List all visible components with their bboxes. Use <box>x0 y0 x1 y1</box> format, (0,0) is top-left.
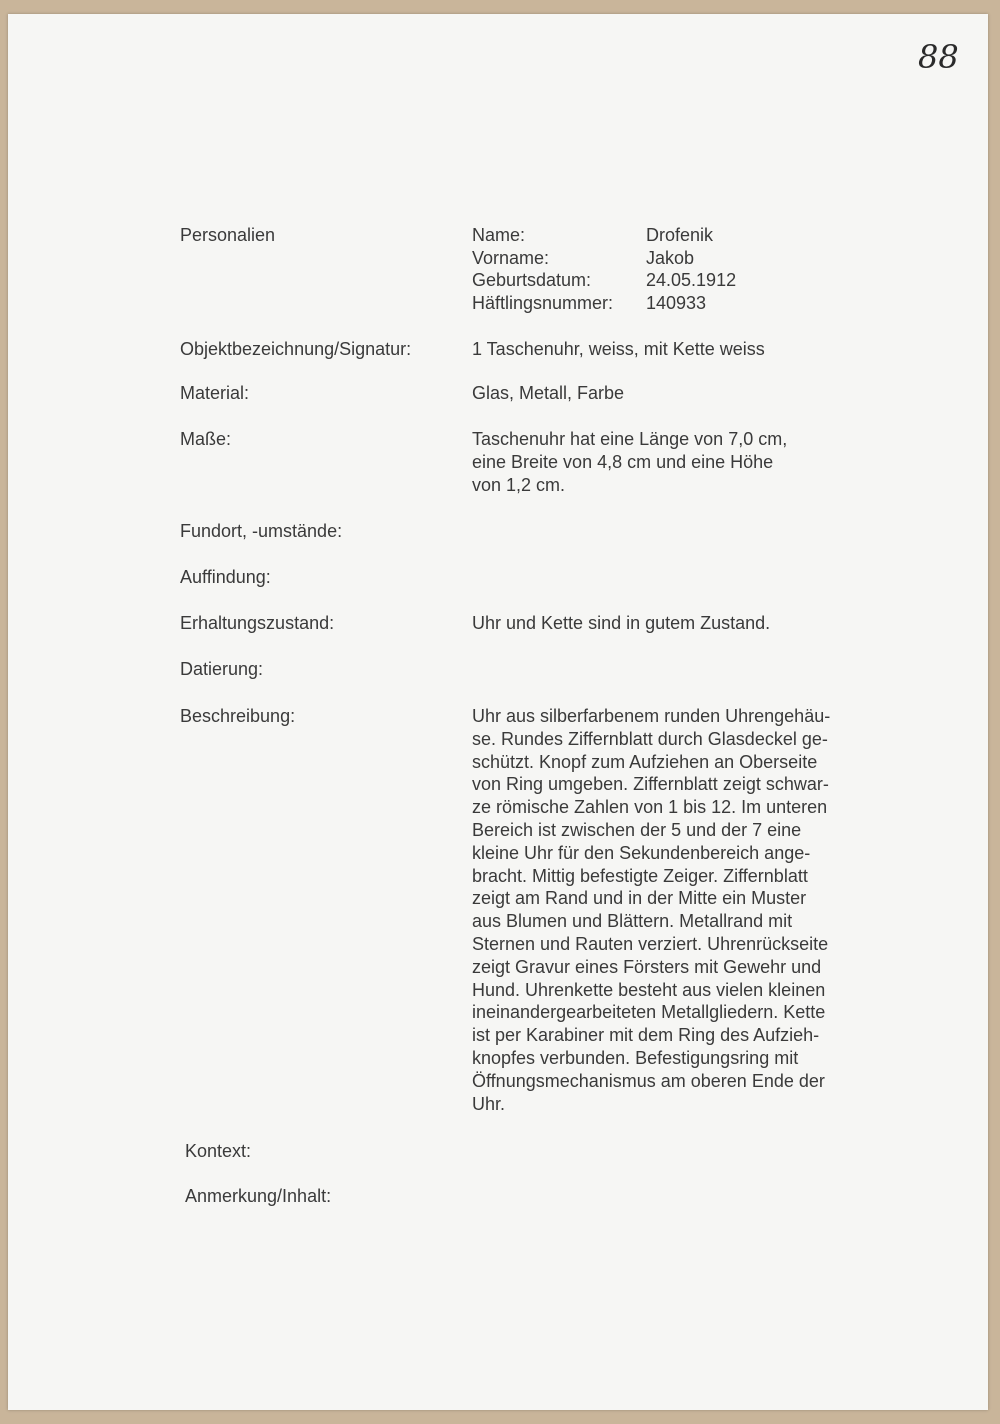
beschreibung-line: ineinandergearbeiteten Metallgliedern. Kette <box>472 1002 826 1023</box>
beschreibung-line: Hund. Uhrenkette besteht aus vielen kleinen <box>472 979 826 1000</box>
name-key: Name: <box>472 225 526 245</box>
beschreibung-line: bracht. Mittig befestigte Zeiger. Ziffernblatt <box>472 865 808 886</box>
vorname-key: Vorname: <box>472 247 550 268</box>
beschreibung-line: ze römische Zahlen von 1 bis 12. Im unteren <box>472 797 828 818</box>
beschreibung-line: zeigt am Rand und in der Mitte ein Muster <box>472 888 807 909</box>
beschreibung-line: kleine Uhr für den Sekundenbereich ange- <box>472 842 811 863</box>
personalien-label: Personalien <box>180 225 276 245</box>
beschreibung-line: Öffnungsmechanismus am oberen Ende der <box>472 1070 825 1091</box>
beschreibung-line: aus Blumen und Blättern. Metallrand mit <box>472 911 793 932</box>
name-value: Drofenik <box>646 225 714 245</box>
beschreibung-line: Sternen und Rauten verziert. Uhrenrückseite <box>472 934 829 954</box>
objekt-value: 1 Taschenuhr, weiss, mit Kette weiss <box>472 339 765 359</box>
fundort-label: Fundort, -umstände: <box>180 521 343 541</box>
beschreibung-line: von Ring umgeben. Ziffernblatt zeigt schwar- <box>472 774 829 795</box>
geburtsdatum-key: Geburtsdatum: <box>472 270 592 290</box>
kontext-label: Kontext: <box>185 1141 252 1161</box>
material-label: Material: <box>180 383 250 403</box>
handwritten-page-number: 88 <box>918 38 959 76</box>
beschreibung-label: Beschreibung: <box>180 706 296 726</box>
beschreibung-line: Uhr aus silberfarbenem runden Uhrengehäu- <box>472 706 831 726</box>
haeftlingsnummer-key: Häftlingsnummer: <box>472 292 614 313</box>
erhaltung-label: Erhaltungszustand: <box>180 613 335 633</box>
geburtsdatum-value: 24.05.1912 <box>646 270 737 290</box>
masse-line: von 1,2 cm. <box>472 475 566 495</box>
beschreibung-line: Bereich ist zwischen der 5 und der 7 eine <box>472 820 802 840</box>
erhaltung-value: Uhr und Kette sind in gutem Zustand. <box>472 613 771 633</box>
vorname-value: Jakob <box>646 247 695 268</box>
datierung-label: Datierung: <box>180 659 264 679</box>
masse-label: Maße: <box>180 429 232 449</box>
haeftlingsnummer-value: 140933 <box>646 292 707 313</box>
beschreibung-line: knopfes verbunden. Befestigungsring mit <box>472 1048 799 1068</box>
beschreibung-line: schützt. Knopf zum Aufziehen an Oberseite <box>472 751 818 772</box>
auffindung-label: Auffindung: <box>180 567 271 587</box>
anmerkung-label: Anmerkung/Inhalt: <box>185 1186 332 1206</box>
beschreibung-line: se. Rundes Ziffernblatt durch Glasdeckel ge- <box>472 728 828 749</box>
beschreibung-line: Uhr. <box>472 1093 506 1114</box>
beschreibung-line: zeigt Gravur eines Försters mit Gewehr und <box>472 956 822 977</box>
masse-line: eine Breite von 4,8 cm und eine Höhe <box>472 452 774 472</box>
masse-line: Taschenuhr hat eine Länge von 7,0 cm, <box>472 429 788 449</box>
beschreibung-line: ist per Karabiner mit dem Ring des Aufzieh- <box>472 1025 820 1046</box>
objekt-label: Objektbezeichnung/Signatur: <box>180 339 412 359</box>
material-value: Glas, Metall, Farbe <box>472 383 625 403</box>
